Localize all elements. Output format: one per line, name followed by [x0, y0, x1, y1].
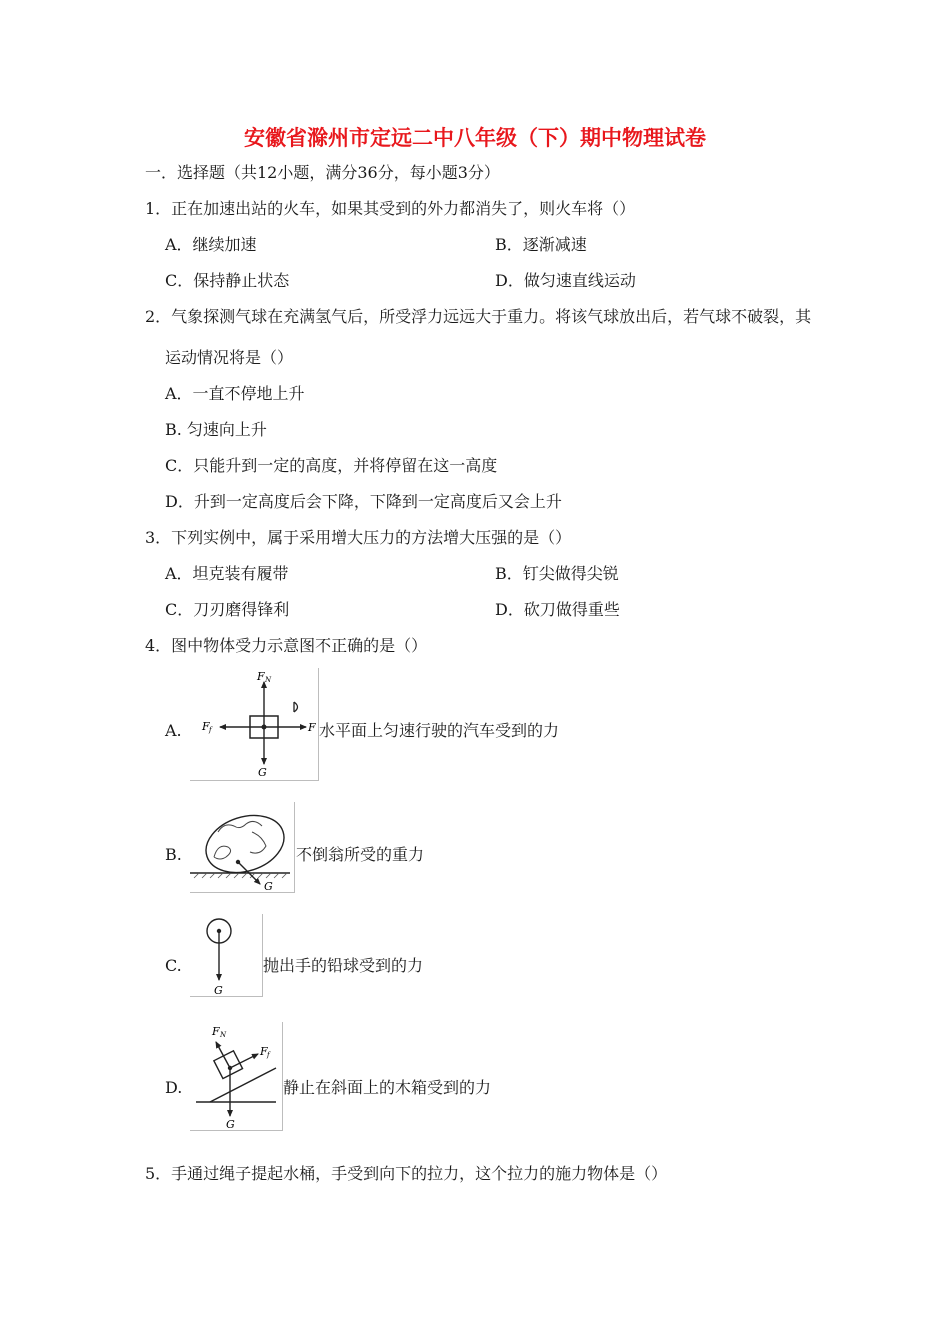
question-2-stem: 2．气象探测气球在充满氢气后，所受浮力远远大于重力。将该气球放出后，若气球不破裂，其	[145, 307, 812, 326]
question-4-option-c-text: 抛出手的铅球受到的力	[263, 956, 424, 975]
shot-put-force-diagram	[190, 914, 263, 997]
section-heading: 一．选择题（共12小题，满分36分，每小题3分）	[145, 163, 500, 182]
question-1-option-c: C．保持静止状态	[165, 271, 290, 290]
question-4-option-c-letter: C.	[165, 956, 182, 975]
question-3-option-c: C．刀刃磨得锋利	[165, 600, 290, 619]
question-1-option-a: A．继续加速	[165, 235, 257, 254]
question-4-option-b-text: 不倒翁所受的重力	[296, 845, 425, 864]
friction-subscript: f	[267, 1051, 270, 1059]
question-2-stem-continued: 运动情况将是（）	[165, 348, 294, 367]
question-4-option-a-letter: A.	[165, 721, 182, 740]
question-4-stem: 4．图中物体受力示意图不正确的是（）	[145, 636, 428, 655]
question-2-option-d: D．升到一定高度后会下降，下降到一定高度后又会上升	[165, 492, 562, 511]
incline-box-force-diagram	[190, 1022, 283, 1131]
tumbler-force-diagram	[190, 802, 295, 893]
normal-force-subscript: N	[220, 1031, 227, 1039]
question-5-stem: 5．手通过绳子提起水桶，手受到向下的拉力，这个拉力的施力物体是（）	[145, 1164, 668, 1183]
question-4-option-d-letter: D.	[165, 1078, 183, 1097]
gravity-label: G	[258, 766, 267, 779]
exam-title: 安徽省滁州市定远二中八年级（下）期中物理试卷	[244, 126, 706, 150]
question-4-option-b-letter: B.	[165, 845, 182, 864]
question-4-option-d-text: 静止在斜面上的木箱受到的力	[283, 1078, 492, 1097]
question-3-option-b: B．钉尖做得尖锐	[495, 564, 619, 583]
question-1-stem: 1．正在加速出站的火车，如果其受到的外力都消失了，则火车将（）	[145, 199, 636, 218]
normal-force-label: F	[257, 670, 265, 683]
gravity-label: G	[214, 984, 223, 996]
question-4-option-a-text: 水平面上匀速行驶的汽车受到的力	[319, 721, 560, 740]
gravity-label: G	[264, 880, 273, 892]
question-2-option-a: A．一直不停地上升	[165, 384, 305, 403]
gravity-label: G	[226, 1118, 235, 1130]
question-2-option-c: C．只能升到一定的高度，并将停留在这一高度	[165, 456, 498, 475]
question-1-option-b: B．逐渐减速	[495, 235, 587, 254]
question-3-option-a: A．坦克装有履带	[165, 564, 289, 583]
friction-subscript: f	[209, 726, 212, 734]
question-3-stem: 3．下列实例中，属于采用增大压力的方法增大压强的是（）	[145, 528, 572, 547]
friction-label: F	[260, 1045, 268, 1058]
question-3-option-d: D．砍刀做得重些	[495, 600, 620, 619]
normal-force-subscript: N	[265, 676, 272, 684]
normal-force-label: F	[212, 1025, 220, 1038]
question-2-option-b: B. 匀速向上升	[165, 420, 267, 439]
friction-label: F	[202, 720, 210, 733]
car-force-diagram	[190, 668, 319, 781]
question-1-option-d: D．做匀速直线运动	[495, 271, 636, 290]
traction-label: F	[308, 721, 316, 734]
